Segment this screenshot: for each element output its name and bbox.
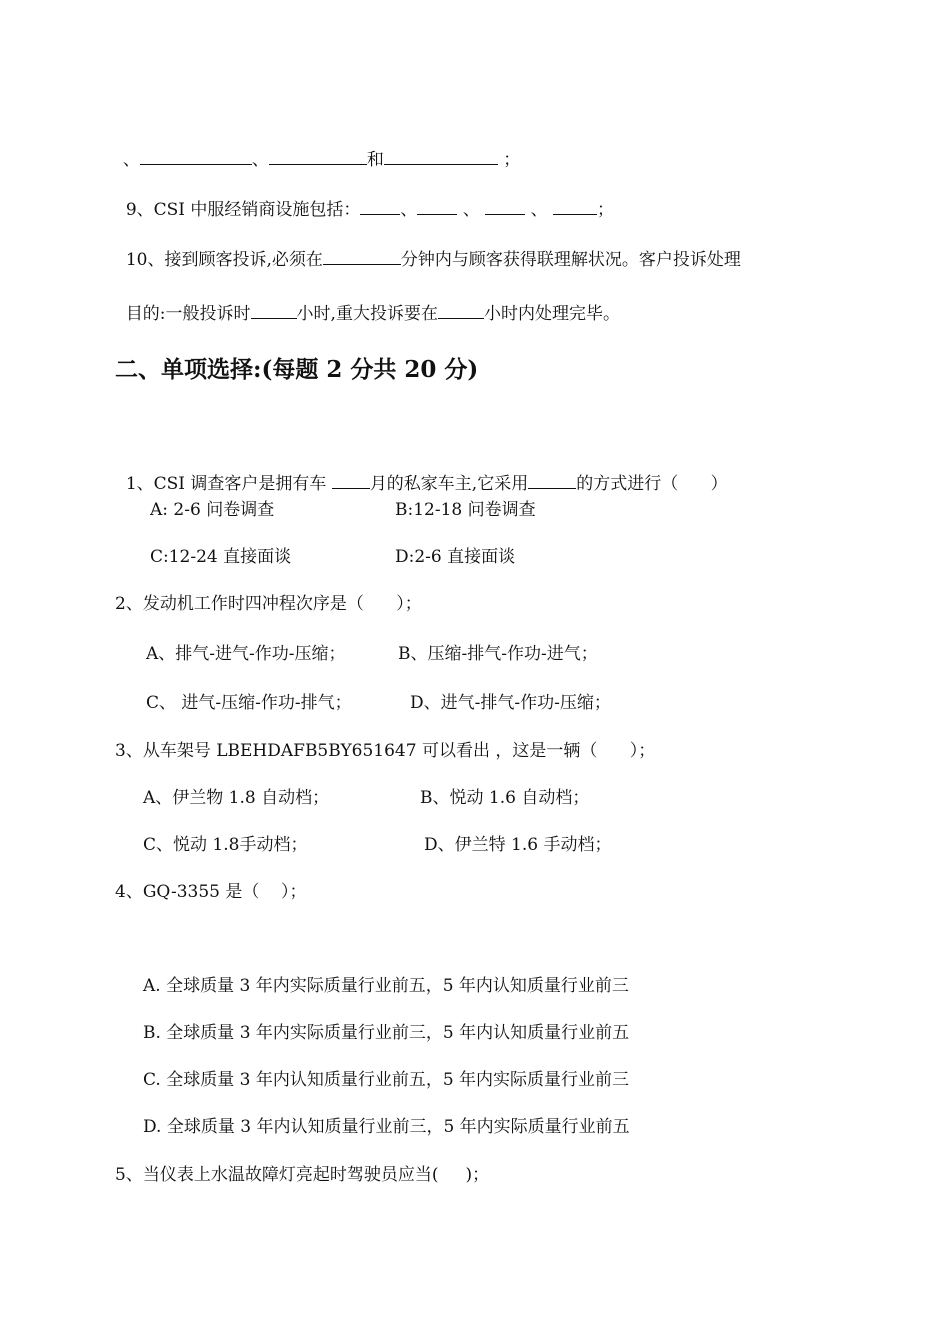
q9-blank-1[interactable] [360,198,400,215]
q2-option-c[interactable]: C、 进气-压缩-作功-排气； [146,693,352,713]
q2-option-d[interactable]: D、进气-排气-作功-压缩； [410,693,611,713]
q10-line-2 [115,280,620,325]
q10-text-a: 10、接到顾客投诉,必须在 [125,250,323,270]
q3-option-a[interactable]: A、伊兰物 1.8 自动档； [143,788,330,808]
q9-blank-3[interactable] [485,198,525,215]
q8-blank-3[interactable] [384,148,498,165]
q10-blank-1[interactable] [323,248,401,265]
q1-option-b[interactable]: B:12-18 问卷调查 [395,500,536,520]
q8-prefix: 、 [122,150,140,170]
q1-option-d[interactable]: D:2-6 直接面谈 [395,547,516,567]
q4-option-b[interactable]: B. 全球质量 3 年内实际质量行业前三，5 年内认知质量行业前五 [143,1023,630,1043]
q9-line [115,176,614,221]
q1-option-a[interactable]: A: 2-6 问卷调查 [150,500,275,520]
q10-text-c: 目的:一般投诉时 [125,304,251,324]
q9-end: ； [597,200,615,220]
q2-option-a[interactable]: A、排气-进气-作功-压缩； [146,644,346,664]
q9-sep2: 、 [462,200,480,220]
q1-blank-2[interactable] [528,472,576,489]
q5-stem: 5、当仪表上水温故障灯亮起时驾驶员应当( )； [115,1165,490,1185]
q3-option-c[interactable]: C、悦动 1.8手动档； [143,835,308,855]
q10-line-1 [115,226,741,271]
q9-sep3: 、 [530,200,548,220]
q9-sep1: 、 [400,200,418,220]
q10-text-e: 小时内处理完毕。 [483,304,620,324]
q10-text-b: 分钟内与顾客获得联理解状况。客户投诉处理 [400,250,741,270]
q10-blank-2[interactable] [251,302,297,319]
section-heading: 二、单项选择:(每题 2 分共 20 分) [115,356,479,383]
q9-blank-4[interactable] [553,198,597,215]
q4-option-d[interactable]: D. 全球质量 3 年内认知质量行业前三，5 年内实际质量行业前五 [143,1117,630,1137]
q1-option-c[interactable]: C:12-24 直接面谈 [150,547,292,567]
q3-stem: 3、从车架号 LBEHDAFB5BY651647 可以看出 ，这是一辆（ ）； [115,741,656,761]
q1-stem-c: 的方式进行（ ） [576,474,728,494]
q8-end: ； [503,150,521,170]
q3-option-b[interactable]: B、悦动 1.6 自动档； [420,788,590,808]
q10-text-d: 小时,重大投诉要在 [296,304,438,324]
q1-stem-a: 1、CSI 调查客户是拥有车 [125,474,332,494]
q10-blank-3[interactable] [438,302,484,319]
q4-option-a[interactable]: A. 全球质量 3 年内实际质量行业前五，5 年内认知质量行业前三 [143,976,629,996]
q9-blank-2[interactable] [417,198,457,215]
q2-stem: 2、发动机工作时四冲程次序是（ ）； [115,594,422,614]
q1-stem [115,450,728,495]
q8-and: 和 [366,150,384,170]
q3-option-d[interactable]: D、伊兰特 1.6 手动档； [424,835,612,855]
q8-blank-1[interactable] [140,148,252,165]
q2-option-b[interactable]: B、压缩-排气-作功-进气； [398,644,598,664]
q8-sep1: 、 [251,150,269,170]
q8-tail-line [112,126,520,171]
q4-option-c[interactable]: C. 全球质量 3 年内认知质量行业前五，5 年内实际质量行业前三 [143,1070,630,1090]
q9-text: 9、CSI 中服经销商设施包括： [125,200,361,220]
q8-blank-2[interactable] [269,148,367,165]
q1-blank-1[interactable] [332,472,370,489]
q1-stem-b: 月的私家车主,它采用 [369,474,529,494]
q4-stem: 4、GQ-3355 是（ ）； [115,882,307,902]
